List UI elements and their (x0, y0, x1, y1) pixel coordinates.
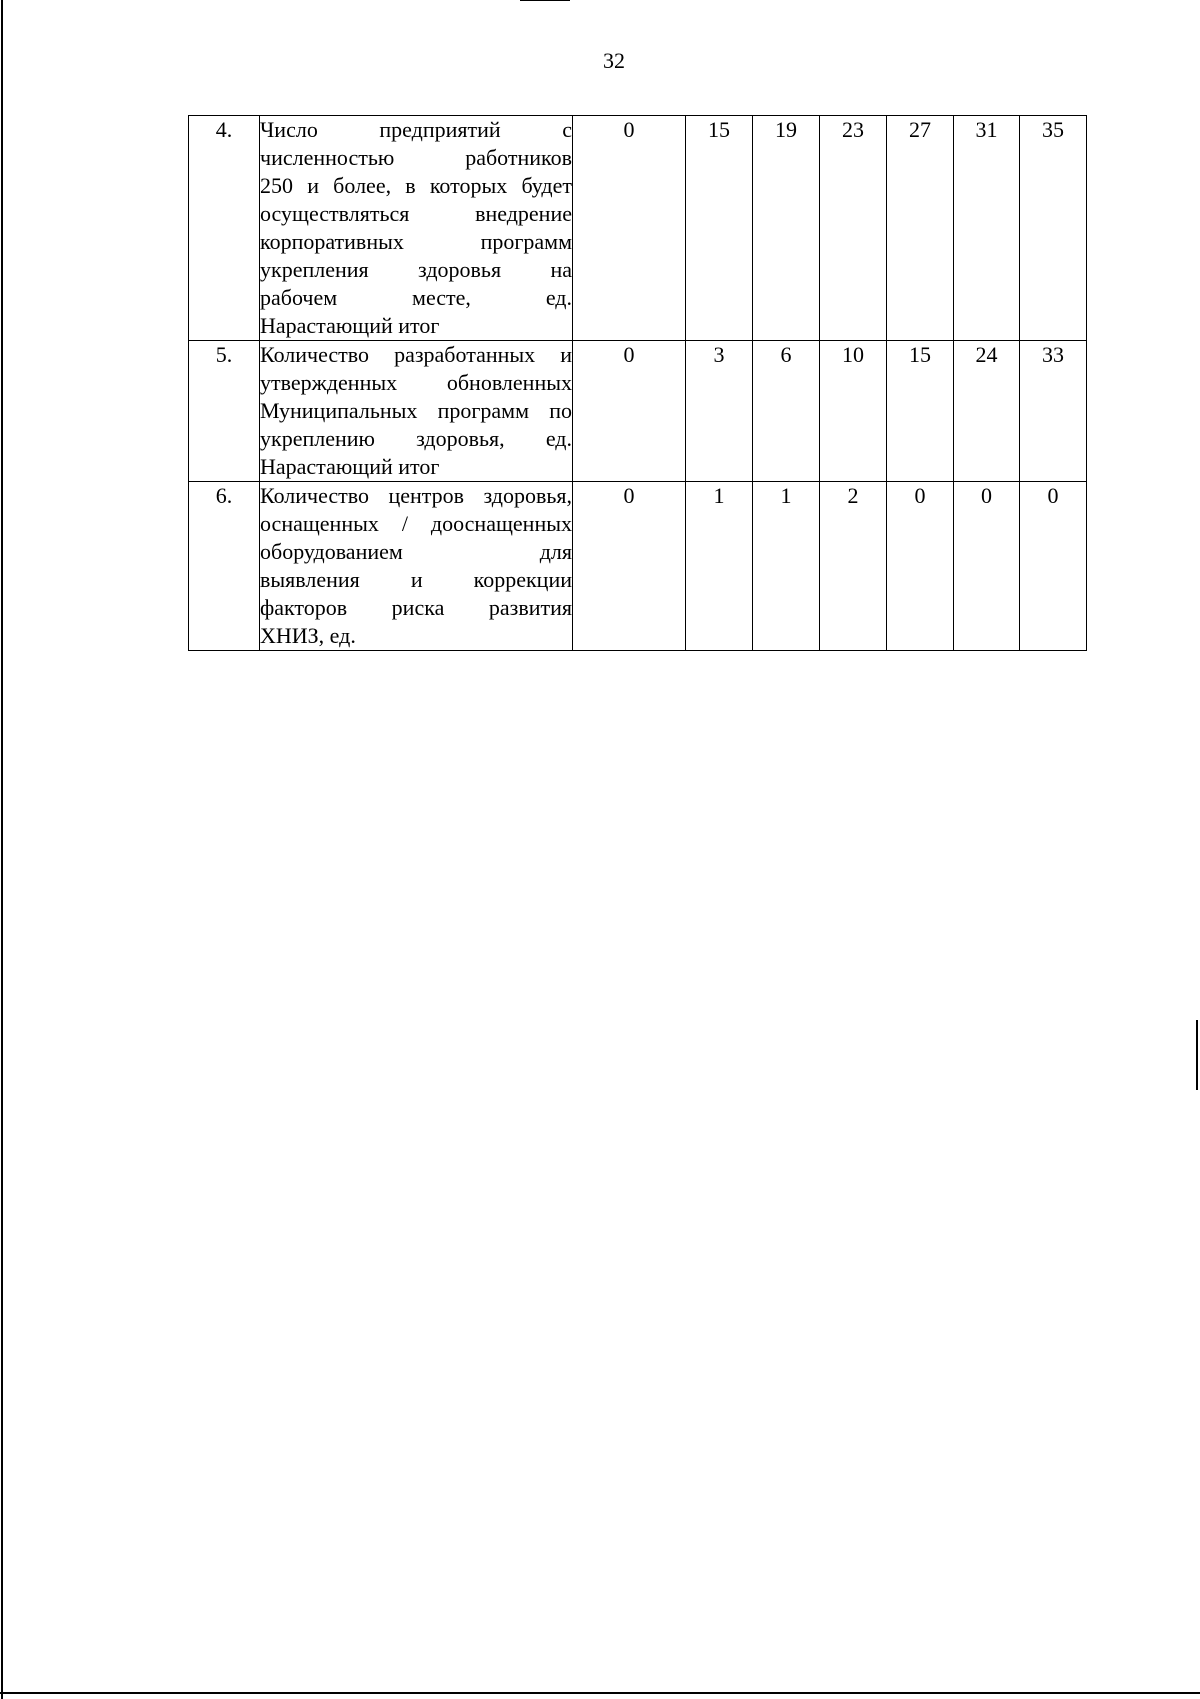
value-cell: 0 (573, 482, 686, 651)
value-cell: 23 (820, 116, 887, 341)
value-cell: 6 (753, 341, 820, 482)
description-line: оборудованием для (260, 539, 572, 564)
description-line: Количество разработанных и (260, 342, 572, 367)
value-cell: 15 (887, 341, 954, 482)
description-line: факторов риска развития (260, 595, 572, 620)
scan-mark-top (520, 0, 570, 1)
description-line: Нарастающий итог (260, 313, 440, 338)
table-row (189, 116, 1087, 341)
value-cell: 10 (820, 341, 887, 482)
description-line: выявления и коррекции (260, 567, 572, 592)
page-number: 32 (603, 48, 625, 73)
value-cell: 24 (954, 341, 1020, 482)
value-cell: 1 (753, 482, 820, 651)
scan-mark-right (1196, 1020, 1198, 1090)
value-cell: 3 (686, 341, 753, 482)
description-line: Число предприятий с (260, 117, 572, 142)
description-line: оснащенных / дооснащенных (260, 511, 572, 536)
indicator-description (260, 482, 573, 651)
description-line: осуществляться внедрение (260, 201, 572, 226)
value-cell: 15 (686, 116, 753, 341)
indicator-description (260, 341, 573, 482)
description-line: 250 и более, в которых будет (260, 173, 572, 198)
value-cell: 0 (1020, 482, 1087, 651)
description-line: укреплению здоровья, ед. (260, 426, 572, 451)
row-number: 6. (189, 482, 260, 651)
description-line: Муниципальных программ по (260, 398, 572, 423)
value-cell: 31 (954, 116, 1020, 341)
scan-edge-bottom (0, 1692, 1200, 1694)
value-cell: 1 (686, 482, 753, 651)
description-line: укрепления здоровья на (260, 257, 572, 282)
value-cell: 0 (954, 482, 1020, 651)
row-number: 5. (189, 341, 260, 482)
table-row (189, 482, 1087, 651)
table-row (189, 341, 1087, 482)
description-line: корпоративных программ (260, 229, 572, 254)
indicator-description (260, 116, 573, 341)
value-cell: 0 (573, 116, 686, 341)
value-cell: 2 (820, 482, 887, 651)
description-line: ХНИЗ, ед. (260, 623, 356, 648)
description-line: утвержденных обновленных (260, 370, 572, 395)
scan-edge-left (1, 0, 3, 1699)
value-cell: 33 (1020, 341, 1087, 482)
description-line: численностью работников (260, 145, 572, 170)
value-cell: 0 (573, 341, 686, 482)
row-number: 4. (189, 116, 260, 341)
description-line: Нарастающий итог (260, 454, 440, 479)
table-body (189, 116, 1087, 651)
value-cell: 27 (887, 116, 954, 341)
indicators-table (188, 115, 1087, 651)
description-line: Количество центров здоровья, (260, 483, 572, 508)
description-line: рабочем месте, ед. (260, 285, 572, 310)
value-cell: 0 (887, 482, 954, 651)
value-cell: 19 (753, 116, 820, 341)
value-cell: 35 (1020, 116, 1087, 341)
